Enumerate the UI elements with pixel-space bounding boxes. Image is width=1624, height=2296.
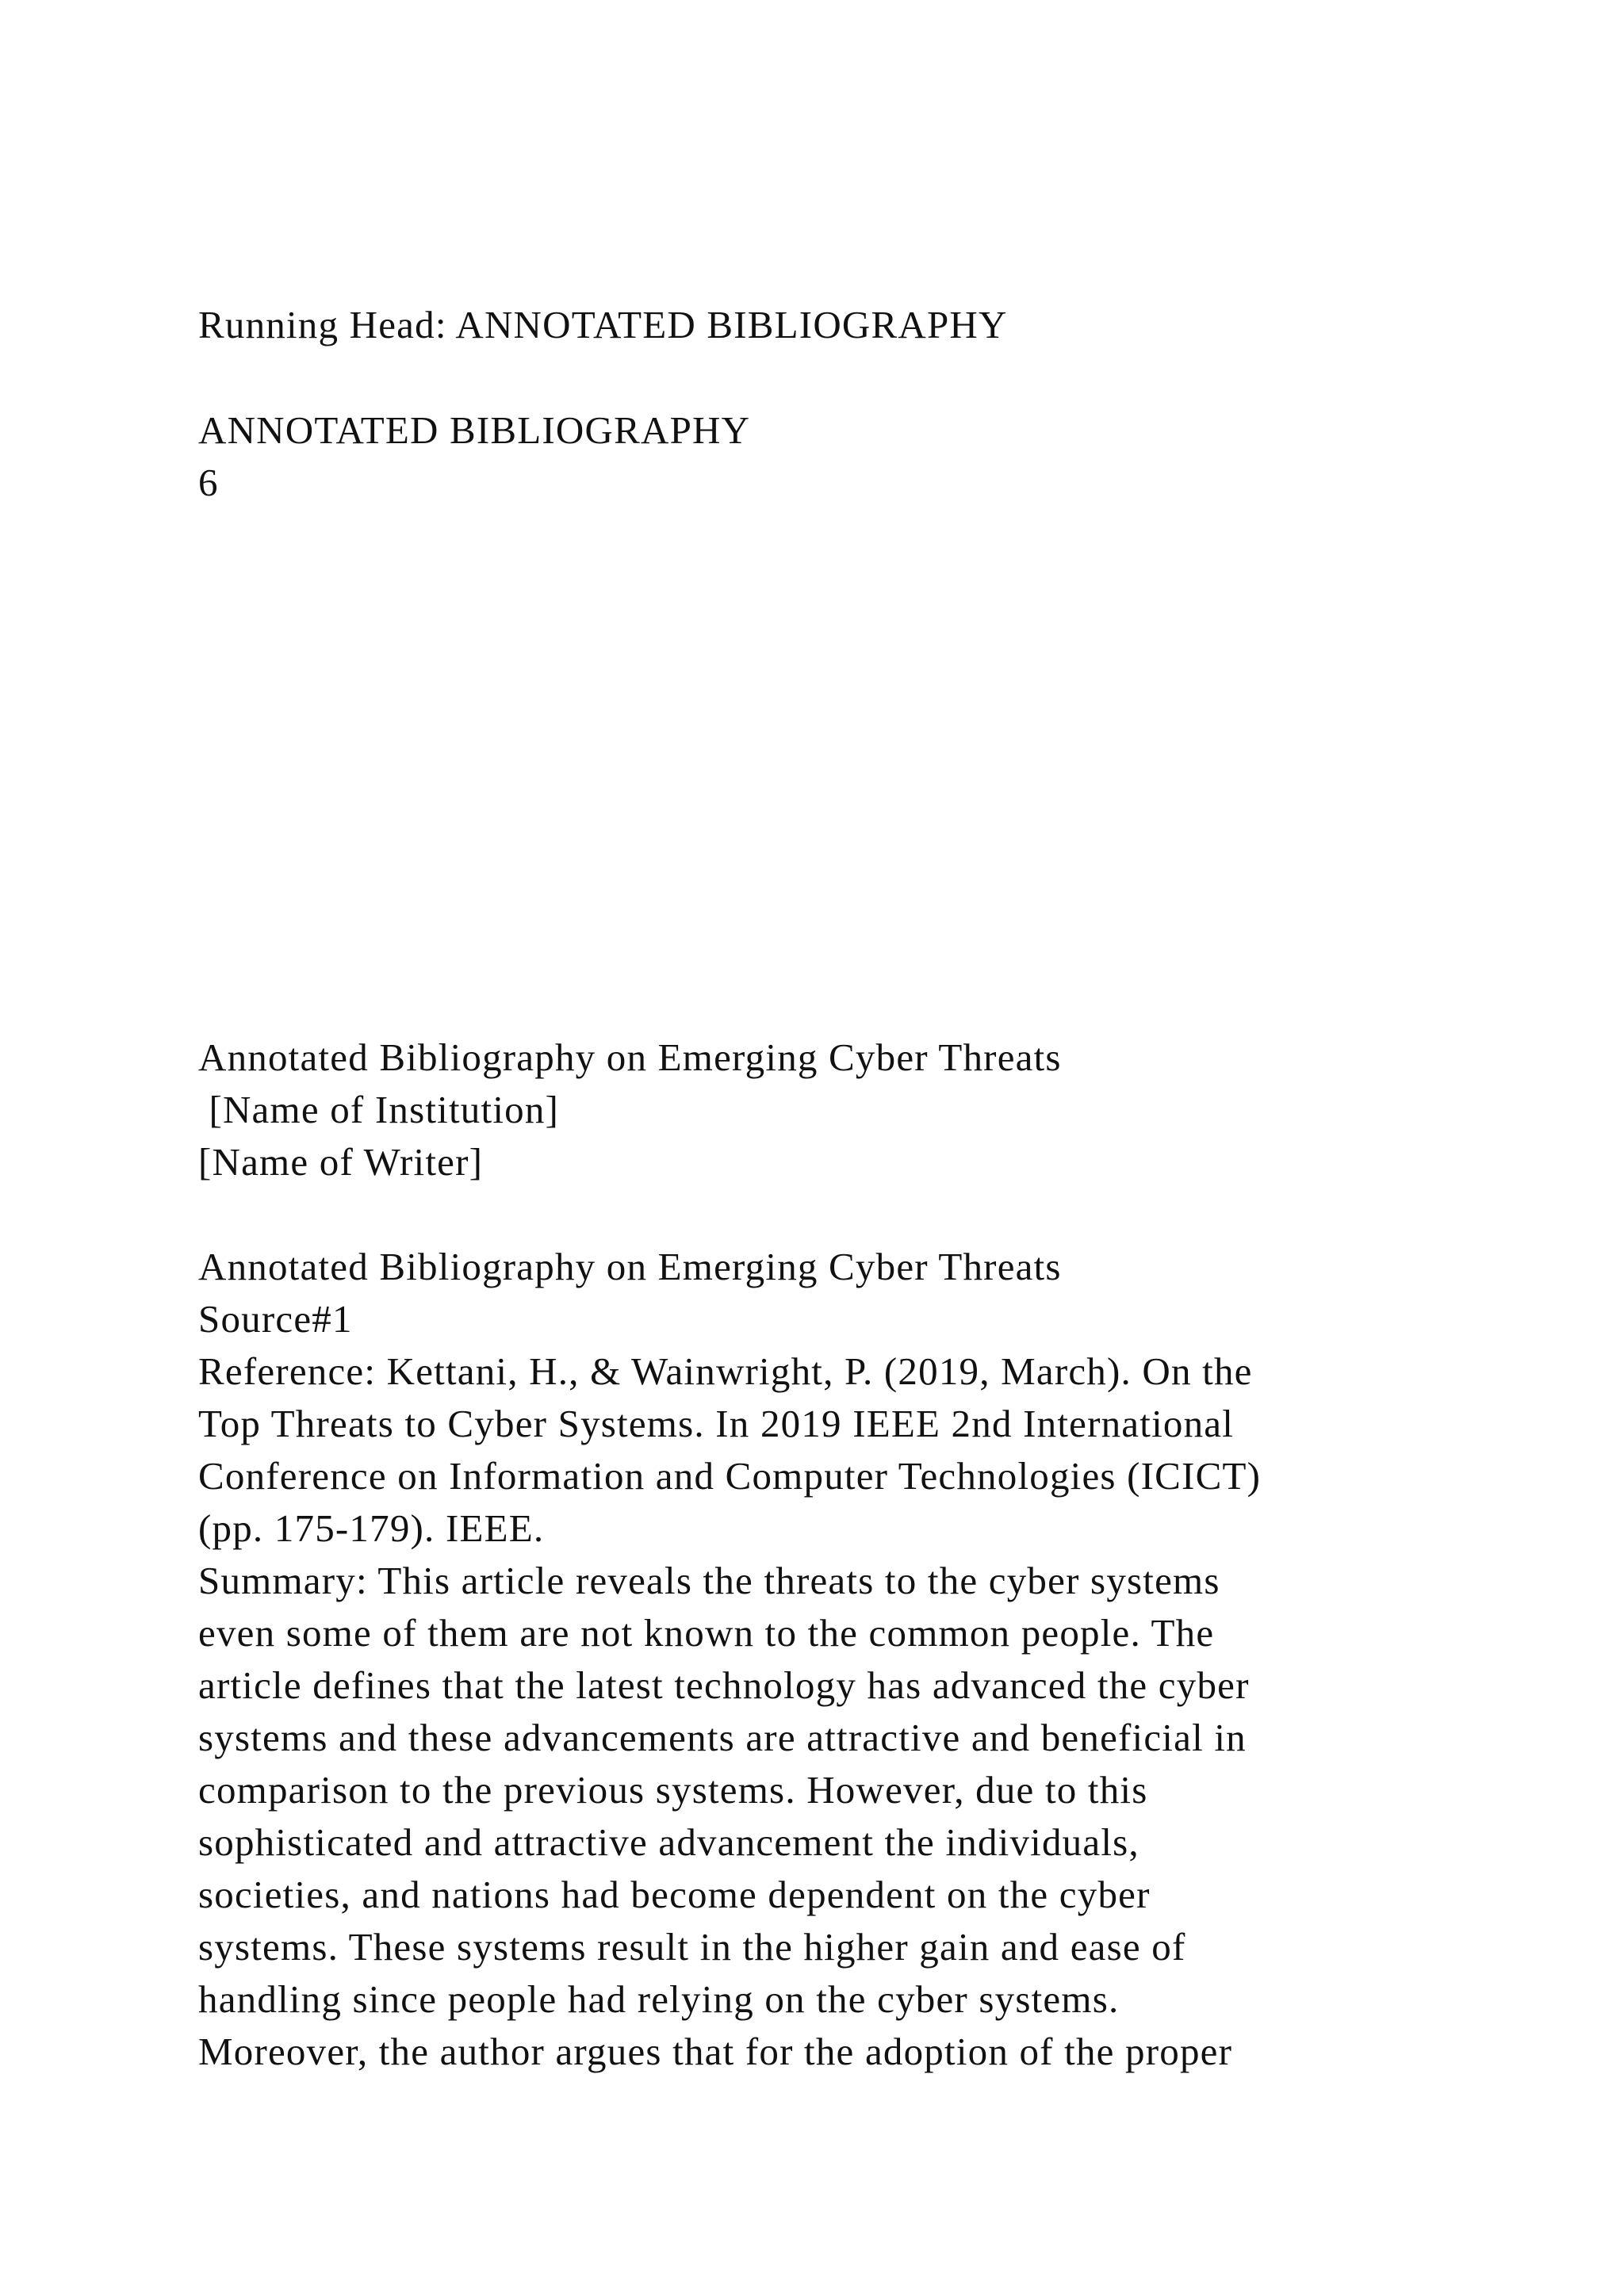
source-label: Source#1 <box>198 1297 353 1341</box>
summary-line: even some of them are not known to the common people. The <box>198 1611 1215 1655</box>
page-number: 6 <box>198 461 219 504</box>
summary-line: article defines that the latest technology has advanced the cyber <box>198 1663 1250 1707</box>
summary-line: societies, and nations had become dependent on the cyber <box>198 1873 1151 1916</box>
summary-line: Summary: This article reveals the threats to the cyber systems <box>198 1559 1220 1602</box>
body-heading: Annotated Bibliography on Emerging Cyber Threats <box>198 1245 1062 1288</box>
writer-placeholder: [Name of Writer] <box>198 1140 484 1184</box>
summary-line: systems. These systems result in the higher gain and ease of <box>198 1925 1186 1969</box>
reference-line: (pp. 175-179). IEEE. <box>198 1506 545 1550</box>
reference-line: Conference on Information and Computer Technologies (ICICT) <box>198 1454 1262 1498</box>
running-head: Running Head: ANNOTATED BIBLIOGRAPHY <box>198 303 1008 346</box>
summary-line: sophisticated and attractive advancement the individuals, <box>198 1820 1139 1864</box>
page-header: ANNOTATED BIBLIOGRAPHY <box>198 408 751 452</box>
summary-line: comparison to the previous systems. However, due to this <box>198 1768 1148 1812</box>
summary-line: Moreover, the author argues that for the adoption of the proper <box>198 2030 1233 2073</box>
institution-placeholder: [Name of Institution] <box>198 1088 560 1131</box>
reference-line: Top Threats to Cyber Systems. In 2019 IEEE 2nd International <box>198 1402 1235 1445</box>
reference-line: Reference: Kettani, H., & Wainwright, P. (2019, March). On the <box>198 1349 1253 1393</box>
summary-line: systems and these advancements are attractive and beneficial in <box>198 1716 1247 1759</box>
title-page-title: Annotated Bibliography on Emerging Cyber Threats <box>198 1035 1062 1079</box>
summary-line: handling since people had relying on the cyber systems. <box>198 1977 1120 2021</box>
